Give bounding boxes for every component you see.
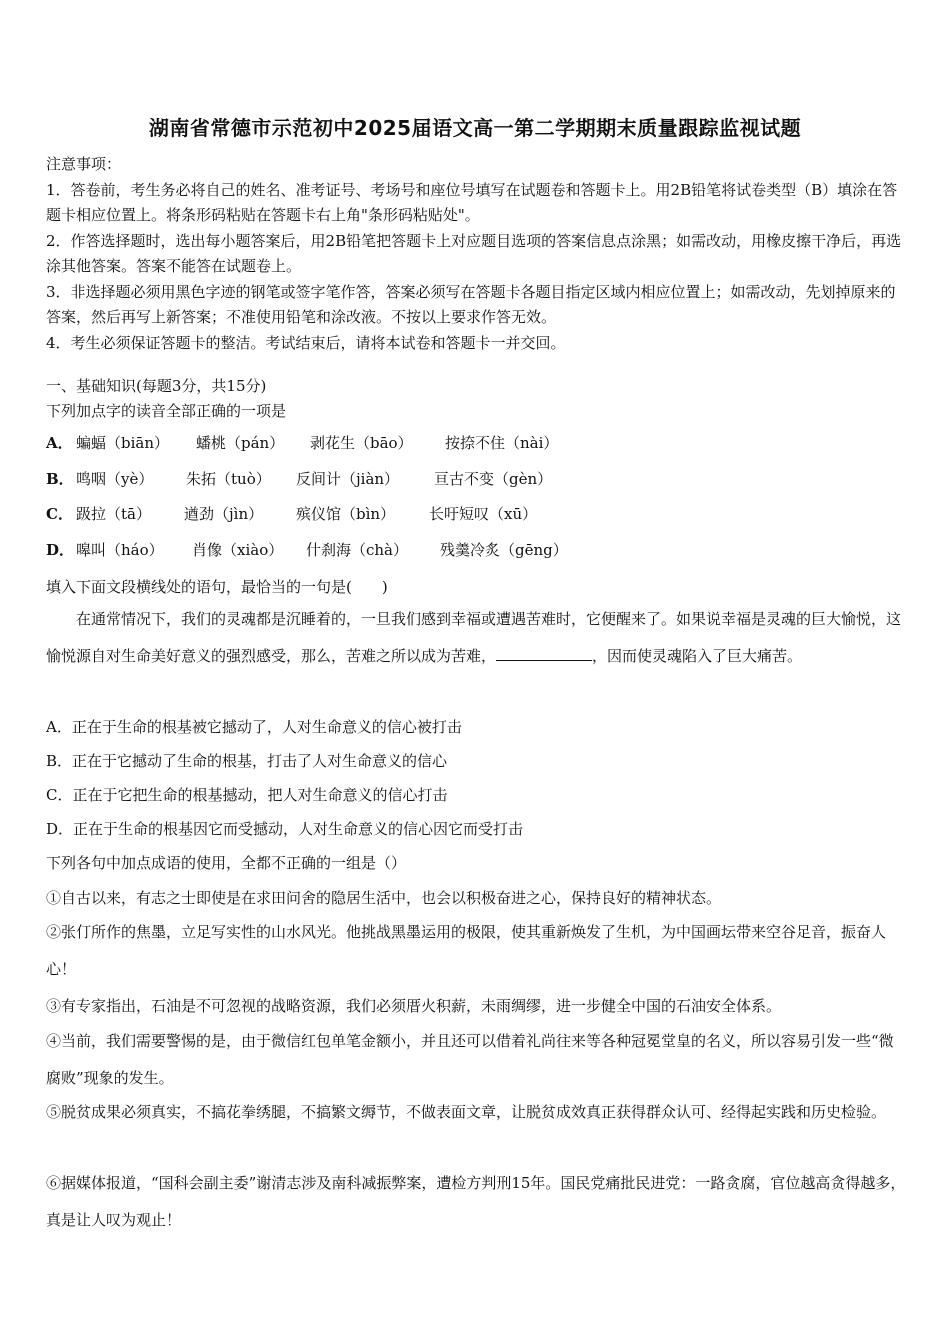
- q1-option-a: [46, 433, 908, 453]
- option-label: B．: [46, 470, 74, 488]
- passage-text: 在通常情况下，我们的灵魂都是沉睡着的，一旦我们感到幸福或遭遇苦难时，它便醒来了。如果说幸福是灵魂的巨大愉悦，这愉悦源自对生命美好意义的强烈感受，那么，苦难之所以成为苦难，: [46, 610, 902, 665]
- notes-item: 4．考生必须保证答题卡的整洁。考试结束后，请将本试卷和答题卡一并交回。: [46, 333, 566, 352]
- q1-option-d: [46, 540, 908, 560]
- option-item: 鸣咽（yè）: [76, 470, 154, 488]
- option-item: 殡仪馆（bìn）: [296, 505, 396, 523]
- q3-sentence: ①自古以来，有志之士即使是在求田问舍的隐居生活中，也会以积极奋进之心，保持良好的精神状态。: [46, 889, 722, 907]
- option-item: 长吁短叹（xū）: [429, 505, 538, 523]
- q2-option-c: C．正在于它把生命的根基撼动，把人对生命意义的信心打击: [46, 786, 448, 804]
- question-3-stem: 下列各句中加点成语的使用，全都不正确的一组是（）: [46, 854, 407, 872]
- q3-sentence: ③有专家指出，石油是不可忽视的战略资源，我们必须厝火积薪，未雨绸缪，进一步健全中国的石油安全体系。: [46, 997, 782, 1015]
- q2-option-a: A．正在于生命的根基被它撼动了，人对生命意义的信心被打击: [46, 718, 462, 736]
- answer-blank: [496, 646, 592, 661]
- option-item: 什刹海（chà）: [306, 541, 409, 559]
- option-item: 朱拓（tuò）: [186, 470, 271, 488]
- option-item: 反间计（jiàn）: [296, 470, 400, 488]
- option-item: 亘古不变（gèn）: [434, 470, 553, 488]
- option-item: 残羹冷炙（gēng）: [440, 541, 568, 559]
- q3-sentence: ⑥据媒体报道，“国科会副主委”谢清志涉及南科减振弊案，遭检方判刑15年。国民党痛批民进党：一路贪腐，官位越高贪得越多，真是让人叹为观止！: [46, 1174, 906, 1229]
- q2-option-d: D．正在于生命的根基因它而受撼动，人对生命意义的信心因它而受打击: [46, 820, 524, 838]
- option-item: 蝙蝠（biān）: [76, 434, 170, 452]
- notes-item: 1．答卷前，考生务必将自己的姓名、准考证号、考场号和座位号填写在试题卷和答题卡上。用2B铅笔将试卷类型（B）填涂在答题卡相应位置上。将条形码粘贴在答题卡右上角"条形码粘贴处"。: [46, 180, 898, 224]
- notes-heading: 注意事项：: [46, 155, 122, 173]
- option-item: 剥花生（bāo）: [310, 434, 413, 452]
- q3-sentence: ④当前，我们需要警惕的是，由于微信红包单笔金额小，并且还可以借着礼尚往来等各种冠冕堂皇的名义，所以容易引发一些“微腐败”现象的发生。: [46, 1032, 894, 1087]
- option-label: A．: [46, 434, 73, 452]
- notes-item: 3．非选择题必须用黑色字迹的钢笔或签字笔作答，答案必须写在答题卡各题目指定区域内相应位置上；如需改动，先划掉原来的答案，然后再写上新答案；不准使用铅笔和涂改液。不按以上要求作答无效。: [46, 282, 896, 326]
- option-label: D．: [46, 541, 75, 559]
- option-item: 嗥叫（háo）: [76, 541, 164, 559]
- q2-option-b: B．正在于它撼动了生命的根基，打击了人对生命意义的信心: [46, 752, 448, 770]
- page-title: 湖南省常德市示范初中2025届语文高一第二学期期末质量跟踪监视试题: [148, 116, 802, 140]
- question-2-stem: 填入下面文段横线处的语句，最恰当的一句是( ): [46, 578, 388, 596]
- passage-text: ，因而使灵魂陷入了巨大痛苦。: [592, 647, 803, 665]
- option-item: 肖像（xiào）: [192, 541, 284, 559]
- option-item: 遒劲（jìn）: [184, 505, 264, 523]
- section-heading: 一、基础知识(每题3分，共15分): [46, 377, 267, 395]
- q1-option-b: [46, 469, 908, 489]
- notes-section: [46, 152, 908, 356]
- q2-passage: [46, 601, 908, 675]
- q1-option-c: [46, 504, 908, 524]
- q3-sentence: ②张仃所作的焦墨，立足写实性的山水风光。他挑战黑墨运用的极限，使其重新焕发了生机，为中国画坛带来空谷足音，振奋人心！: [46, 923, 887, 978]
- question-1-stem: 下列加点字的读音全部正确的一项是: [46, 402, 287, 420]
- option-item: 蟠桃（pán）: [196, 434, 285, 452]
- notes-item: 2．作答选择题时，选出每小题答案后，用2B铅笔把答题卡上对应题目选项的答案信息点涂黑；如需改动，用橡皮擦干净后，再选涂其他答案。答案不能答在试题卷上。: [46, 231, 902, 275]
- option-item: 趿拉（tā）: [76, 505, 151, 523]
- q3-sentence: ⑤脱贫成果必须真实，不搞花拳绣腿，不搞繁文缛节，不做表面文章，让脱贫成效真正获得群众认可、经得起实践和历史检验。: [46, 1103, 887, 1121]
- option-label: C．: [46, 505, 73, 523]
- option-item: 按捺不住（nài）: [445, 434, 559, 452]
